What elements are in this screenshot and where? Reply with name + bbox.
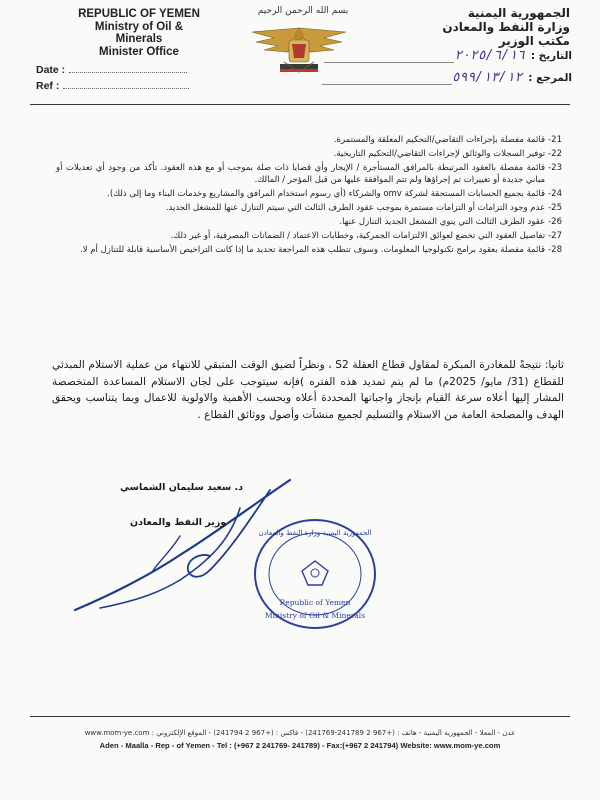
letterhead-line-ar: الجمهورية اليمنية	[467, 6, 570, 20]
letterhead-line: Minerals	[115, 33, 163, 45]
list-item: 23- قائمة مفصلة بالعقود المرتبطة بالمرافق المستأجرة / الإيجار وأي قضايا ذات صلة بموجب أو مع هذه العقود. تأكد من وجود أي تعديلات أو مباني جديدة أو تغييرات تم إجراؤها ولم تتم الموافقة عليها من قبل المؤجر / المالك.	[56, 163, 562, 185]
requirements-list	[56, 134, 562, 258]
ref-value: ٥٩٩/١٣/١٢	[451, 70, 523, 85]
list-item: 25- عدم وجود التزامات أو التزامات مستمرة بموجب عقود الطرف الثالث التي سيتم التنازل عنها للمشغل الجديد.	[165, 203, 562, 213]
list-item: 28- قائمة مفصلة بعقود برامج تكنولوجيا المعلومات. وسوف تتطلب هذه المراجعة تحديد ما إذا كانت التراخيص الأساسية قابلة للتنازل أم لا.	[80, 245, 562, 255]
date-field-ar	[324, 48, 572, 63]
letterhead-line: Minister Office	[99, 45, 179, 58]
footer-rule	[30, 716, 570, 717]
list-item: 24- قائمة بجميع الحسابات المستحقة لشركة omv والشركاء (أي رسوم استخدام المرافق والمشاريع وخدمات البناء وما إلى ذلك).	[107, 189, 562, 199]
ministry-stamp-icon	[250, 515, 380, 633]
stamp-english-top: Republic of Yemen	[279, 598, 351, 607]
stamp-arabic-text: الجمهورية اليمنية وزارة النفط والمعادن	[258, 529, 372, 537]
signatory-title: وزير النفط والمعادن	[130, 517, 227, 528]
list-item: 27- تفاصيل العقود التي تخضع لعوائق الالتزامات الجمركية، وخطابات الاعتماد / الضمانات المصرفية، أو غير ذلك.	[170, 231, 562, 241]
footer-arabic: عدن - المعلا - الجمهورية اليمنية - هاتف : (+967 2 241789-241769) - فاكس : (+967 2 241794) - الموقع الإلكتروني : www.mom-ye.com	[84, 729, 516, 737]
letterhead-line: Ministry of Oil &	[94, 20, 184, 33]
footer-english: Aden - Maalla - Rep - of Yemen - Tel : (+967 2 241769- 241789) - Fax:(+967 2 241794) Website: www.mom-ye.com	[99, 741, 501, 750]
ref-label-en: Ref :	[36, 80, 60, 92]
date-label-ar: التاريخ :	[530, 50, 572, 62]
date-value: ٢٠٢٥/٦/١٦	[454, 48, 525, 63]
letterhead-line-ar: وزارة النفط والمعادن	[442, 20, 570, 34]
basmala: بسم الله الرحمن الرحيم	[257, 6, 349, 16]
header-rule	[30, 104, 570, 105]
english-letterhead	[64, 8, 214, 58]
ref-label-ar: المرجع :	[528, 72, 572, 84]
main-paragraph: ثانيا: نتيجةً للمغادرة المبكرة لمقاول قطاع العقلة S2 ، ونظراً لضيق الوقت المتبقي للانتهاء من عملية الاستلام المبدئي للقطاع (31/ مايو/ 2025م) ما لم يتم تمديد هذه الفتره )فإنه سيتوجب على لجان الاستلام المساعدة المتخصصة المشار إليها أعلاه سرعة القيام بإنجاز واجباتها المحددة أعلاه وبحسب الأهمية والاولوية للاعمال وبما يتناسب ويحقق الهدف والمصلحة العامة من الاستلام والتسليم لجميع منشآت وأصول ووثائق القطاع .	[52, 359, 565, 421]
list-item: 22- توفير السجلات والوثائق لإجراءات التقاضي/التحكيم التاريخية.	[333, 149, 562, 159]
arabic-letterhead	[430, 6, 570, 48]
letterhead-line-ar: مكتب الوزير	[498, 34, 570, 48]
stamp-english-bottom: Ministry of Oil & Minerals	[264, 611, 366, 620]
signatory-name: د. سعيد سليمان الشماسي	[120, 482, 243, 493]
date-label-en: Date :	[36, 64, 66, 76]
date-field-en	[36, 64, 187, 76]
list-item: 21- قائمة مفصلة بإجراءات التقاضي/التحكيم المعلقة والمستمرة.	[333, 135, 562, 145]
list-item: 26- عقود الطرف الثالث التي ينوي المشغل الجديد التنازل عنها.	[339, 217, 562, 227]
ref-field-ar	[322, 70, 572, 85]
ref-field-en	[36, 80, 189, 92]
letterhead-line: REPUBLIC OF YEMEN	[78, 8, 200, 20]
